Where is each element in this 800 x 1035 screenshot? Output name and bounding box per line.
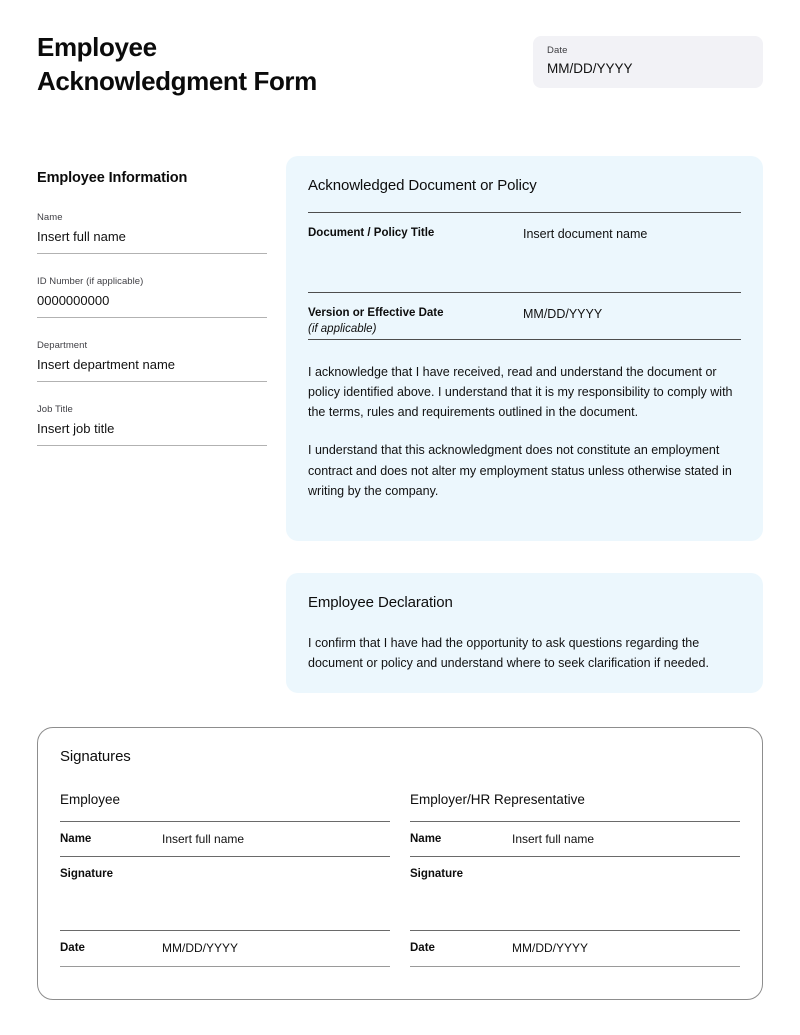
- employee-name-value[interactable]: Insert full name: [37, 229, 126, 245]
- page-title: [37, 30, 467, 99]
- employer-signature-date-label: Date: [410, 942, 435, 955]
- employer-signature-name-label: Name: [410, 832, 442, 845]
- employee-signature-name-row[interactable]: [60, 822, 390, 857]
- employer-signature-name-row[interactable]: [410, 822, 740, 857]
- document-title-row[interactable]: [308, 213, 741, 292]
- employee-job-title-value[interactable]: Insert job title: [37, 421, 115, 437]
- signature-divider: [60, 966, 390, 967]
- employee-department-field[interactable]: [37, 340, 267, 382]
- employee-declaration-heading: Employee Declaration: [308, 594, 453, 611]
- employee-department-label: Department: [37, 339, 88, 351]
- field-underline: [37, 317, 267, 318]
- employee-id-field[interactable]: [37, 276, 267, 318]
- date-field-label: Date: [547, 45, 568, 56]
- employee-signature-name-value[interactable]: Insert full name: [162, 831, 245, 846]
- signatures-heading: Signatures: [60, 748, 131, 765]
- date-field-value[interactable]: MM/DD/YYYY: [547, 61, 633, 77]
- employee-signature-label: Signature: [60, 868, 114, 881]
- employee-signature-name-label: Name: [60, 832, 92, 845]
- employee-signature-column-title: Employee: [60, 792, 121, 807]
- panel-divider: [308, 339, 741, 340]
- field-underline: [37, 445, 267, 446]
- document-version-value[interactable]: MM/DD/YYYY: [523, 306, 603, 321]
- acknowledged-document-heading: Acknowledged Document or Policy: [308, 177, 537, 194]
- employer-signature-column-title: Employer/HR Representative: [410, 792, 585, 807]
- employee-signature-date-row[interactable]: [60, 931, 390, 966]
- employee-id-label: ID Number (if applicable): [37, 275, 144, 287]
- employer-signature-row[interactable]: [410, 857, 740, 930]
- employee-id-value[interactable]: 0000000000: [37, 293, 110, 309]
- employee-signature-date-value[interactable]: MM/DD/YYYY: [162, 941, 239, 956]
- employer-signature-date-row[interactable]: [410, 931, 740, 966]
- employee-department-value[interactable]: Insert department name: [37, 357, 176, 373]
- field-underline: [37, 253, 267, 254]
- employer-signature-name-value[interactable]: Insert full name: [512, 831, 595, 846]
- field-underline: [37, 381, 267, 382]
- document-version-label: [308, 305, 523, 338]
- page-title-line-2: Acknowledgment Form: [37, 66, 317, 97]
- employee-declaration-paragraph: I confirm that I have had the opportunity to ask questions regarding the document or policy and understand where to seek clarification if needed.: [308, 635, 709, 670]
- acknowledgment-paragraph-2: I understand that this acknowledgment does not constitute an employment contract and does not alter my employment status unless otherwise stated in writing by the company.: [308, 443, 732, 498]
- document-version-label-main: Version or Effective Date: [308, 306, 444, 319]
- employer-signature-label: Signature: [410, 868, 464, 881]
- employee-information-heading: Employee Information: [37, 170, 188, 186]
- employer-signature-date-value[interactable]: MM/DD/YYYY: [512, 941, 589, 956]
- signature-divider: [410, 966, 740, 967]
- document-version-label-sub: (if applicable): [308, 323, 377, 336]
- employee-name-label: Name: [37, 212, 63, 223]
- date-field[interactable]: [533, 36, 763, 88]
- document-title-label: Document / Policy Title: [308, 226, 435, 239]
- acknowledged-document-panel: [286, 156, 763, 541]
- employer-signature-column: [410, 791, 740, 967]
- document-version-row[interactable]: [308, 293, 741, 339]
- employee-declaration-panel: [286, 573, 763, 693]
- signatures-section: [37, 727, 763, 1000]
- signature-columns: [60, 791, 740, 967]
- employee-signature-date-label: Date: [60, 942, 85, 955]
- employee-job-title-field[interactable]: [37, 404, 267, 446]
- employee-information-section: [37, 170, 267, 446]
- employee-signature-row[interactable]: [60, 857, 390, 930]
- acknowledgment-paragraph-1: I acknowledge that I have received, read and understand the document or policy identified above. I understand that it is my responsibility to comply with the terms, rules and requirements outlined in the document.: [308, 364, 733, 419]
- document-title-value[interactable]: Insert document name: [523, 226, 648, 241]
- employee-signature-column: [60, 791, 390, 967]
- employee-name-field[interactable]: [37, 212, 267, 254]
- page-title-line-1: Employee: [37, 32, 157, 62]
- employee-job-title-label: Job Title: [37, 403, 73, 415]
